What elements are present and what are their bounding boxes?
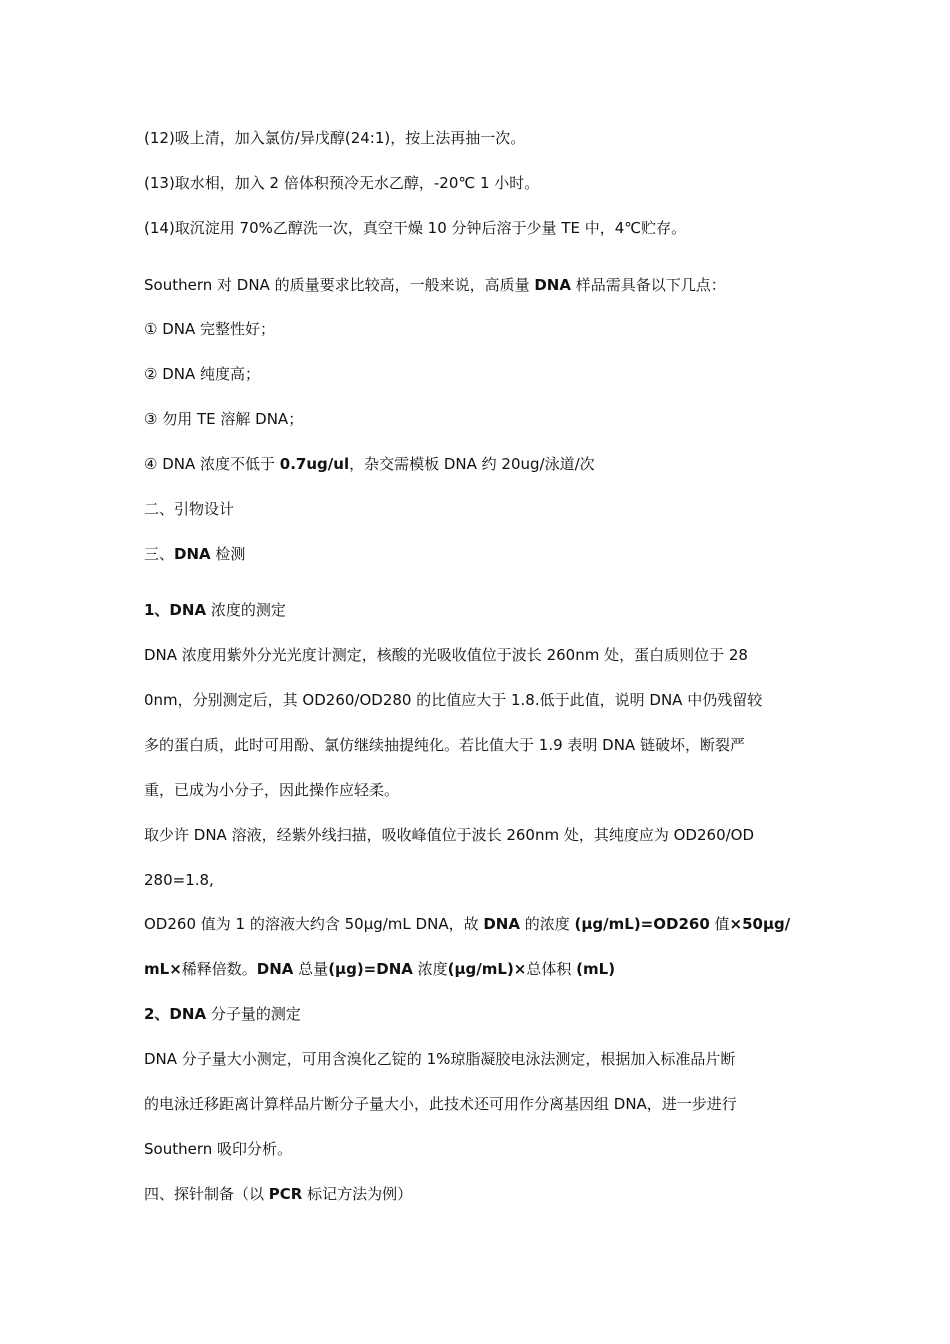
formula-line-1 bbox=[144, 914, 824, 934]
formula-2-text-b: 总量 bbox=[293, 960, 329, 978]
concentration-line-1: DNA 浓度用紫外分光光度计测定，核酸的光吸收值位于波长 260nm 处，蛋白质则位于 28 bbox=[144, 646, 748, 664]
requirement-4-bold: 0.7ug/ul bbox=[279, 455, 350, 473]
subheading-1-text: 浓度的测定 bbox=[206, 601, 286, 619]
subheading-2-bold: 2、DNA bbox=[144, 1005, 207, 1023]
section-heading-3 bbox=[144, 544, 824, 564]
southern-intro-bold: DNA bbox=[534, 276, 571, 294]
step-14: (14)取沉淀用 70%乙醇洗一次，真空干燥 10 分钟后溶于少量 TE 中，4℃贮存。 bbox=[144, 219, 687, 237]
purity-line-2: 280=1.8, bbox=[144, 871, 214, 889]
purity-line-1: 取少许 DNA 溶液，经紫外线扫描，吸收峰值位于波长 260nm 处，其纯度应为 OD260/OD bbox=[144, 826, 755, 844]
formula-2-text-d: 总体积 bbox=[526, 960, 577, 978]
formula-2-text-a: 稀释倍数。 bbox=[181, 960, 257, 978]
section-3-suffix: 检测 bbox=[210, 545, 246, 563]
formula-2-text-c: 浓度 bbox=[412, 960, 448, 978]
formula-1-text-c: 值 bbox=[709, 915, 730, 933]
formula-1-bold-c: ×50μg/ bbox=[729, 915, 791, 933]
section-4-suffix: 标记方法为例） bbox=[302, 1185, 413, 1203]
concentration-line-4: 重，已成为小分子，因此操作应轻柔。 bbox=[144, 781, 400, 799]
section-3-bold: DNA bbox=[174, 545, 211, 563]
subheading-2 bbox=[144, 1004, 824, 1024]
molecular-weight-line-3: Southern 吸印分析。 bbox=[144, 1140, 293, 1158]
formula-1-bold-a: DNA bbox=[483, 915, 520, 933]
section-heading-2: 二、引物设计 bbox=[144, 500, 235, 518]
formula-2-bold-d: (μg/mL)× bbox=[447, 960, 527, 978]
step-13: (13)取水相，加入 2 倍体积预冷无水乙醇，-20℃ 1 小时。 bbox=[144, 174, 540, 192]
section-3-prefix: 三、 bbox=[144, 545, 175, 563]
requirement-3: ③ 勿用 TE 溶解 DNA； bbox=[144, 410, 304, 428]
formula-1-bold-b: (μg/mL)=OD260 bbox=[574, 915, 710, 933]
formula-2-bold-e: (mL) bbox=[576, 960, 616, 978]
requirement-2: ② DNA 纯度高； bbox=[144, 365, 261, 383]
formula-1-text-a: OD260 值为 1 的溶液大约含 50μg/mL DNA，故 bbox=[144, 915, 484, 933]
molecular-weight-line-1: DNA 分子量大小测定，可用含溴化乙锭的 1%琼脂凝胶电泳法测定，根据加入标准品片断 bbox=[144, 1050, 736, 1068]
step-12: (12)吸上清，加入氯仿/异戊醇(24:1)，按上法再抽一次。 bbox=[144, 129, 526, 147]
concentration-line-3: 多的蛋白质，此时可用酚、氯仿继续抽提纯化。若比值大于 1.9 表明 DNA 链破坏，断裂严 bbox=[144, 736, 745, 754]
requirement-4-text-1: ④ DNA 浓度不低于 bbox=[144, 455, 280, 473]
requirement-4-text-2: ，杂交需模板 DNA 约 20ug/泳道/次 bbox=[349, 455, 595, 473]
section-4-prefix: 四、探针制备（以 bbox=[144, 1185, 269, 1203]
subheading-1-bold: 1、DNA bbox=[144, 601, 207, 619]
formula-2-bold-a: mL× bbox=[144, 960, 182, 978]
southern-intro-text-2: 样品需具备以下几点： bbox=[570, 276, 726, 294]
section-4-bold: PCR bbox=[268, 1185, 303, 1203]
requirement-4 bbox=[144, 454, 824, 474]
southern-intro-text-1: Southern 对 DNA 的质量要求比较高，一般来说，高质量 bbox=[144, 276, 535, 294]
formula-1-text-b: 的浓度 bbox=[519, 915, 575, 933]
formula-2-bold-b: DNA bbox=[256, 960, 294, 978]
formula-2-bold-c: (μg)=DNA bbox=[328, 960, 413, 978]
subheading-1 bbox=[144, 600, 824, 620]
southern-intro bbox=[144, 275, 824, 295]
formula-line-2 bbox=[144, 959, 824, 979]
subheading-2-text: 分子量的测定 bbox=[206, 1005, 301, 1023]
section-heading-4 bbox=[144, 1184, 824, 1204]
molecular-weight-line-2: 的电泳迁移距离计算样品片断分子量大小，此技术还可用作分离基因组 DNA，进一步进行 bbox=[144, 1095, 737, 1113]
concentration-line-2: 0nm，分别测定后，其 OD260/OD280 的比值应大于 1.8.低于此值，说明 DNA 中仍残留较 bbox=[144, 691, 763, 709]
requirement-1: ① DNA 完整性好； bbox=[144, 320, 276, 338]
